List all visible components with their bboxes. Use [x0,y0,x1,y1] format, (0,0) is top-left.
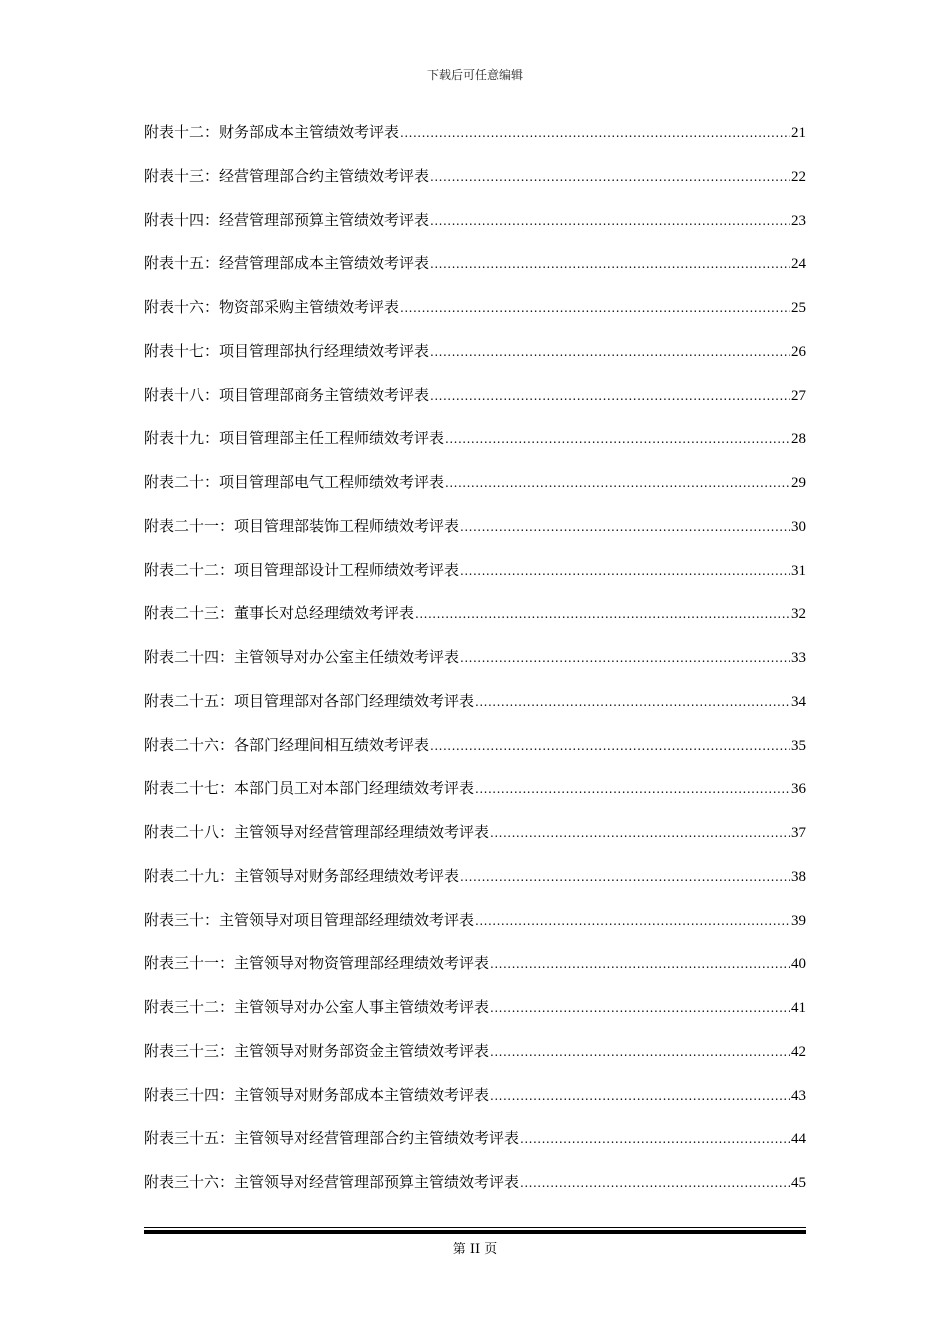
toc-leader-dots [490,994,790,1022]
toc-leader-dots [445,425,790,453]
toc-entry-page: 45 [791,1175,806,1191]
footer-divider-thin [144,1227,806,1228]
toc-entry-label: 附表三十四：主管领导对财务部成本主管绩效考评表 [144,1085,490,1104]
toc-entry-page: 40 [791,956,806,973]
toc-entry-label: 附表二十一：项目管理部装饰工程师绩效考评表 [144,516,460,535]
toc-leader-dots [430,338,790,366]
toc-leader-dots [400,294,790,322]
toc-entry-page: 37 [791,825,806,841]
toc-leader-dots [460,513,790,541]
toc-entry-label: 附表十四：经营管理部预算主管绩效考评表 [144,210,430,229]
toc-leader-dots [475,688,790,716]
toc-leader-dots [460,557,790,585]
toc-entry-label: 附表二十二：项目管理部设计工程师绩效考评表 [144,560,460,579]
toc-entry[interactable] [144,1081,806,1125]
toc-leader-dots [490,950,790,978]
toc-leader-dots [475,775,790,803]
toc-entry-label: 附表二十四：主管领导对办公室主任绩效考评表 [144,648,460,666]
toc-entry[interactable] [144,381,806,425]
toc-leader-dots [520,1125,790,1153]
toc-leader-dots [430,732,790,760]
toc-entry[interactable] [144,162,806,206]
toc-entry-page: 44 [791,1131,806,1148]
toc-leader-dots [445,469,790,497]
toc-leader-dots [460,863,790,891]
toc-entry[interactable] [144,206,806,250]
toc-entry-label: 附表二十：项目管理部电气工程师绩效考评表 [144,473,445,491]
toc-leader-dots [415,600,790,628]
toc-entry-page: 23 [791,212,806,229]
toc-entry-label: 附表二十七：本部门员工对本部门经理绩效考评表 [144,779,475,798]
toc-entry-label: 附表十九：项目管理部主任工程师绩效考评表 [144,429,445,448]
toc-entry-page: 36 [791,781,806,798]
toc-leader-dots [460,644,790,672]
toc-entry[interactable] [144,906,806,950]
toc-entry-label: 附表十二：财务部成本主管绩效考评表 [144,123,400,141]
toc-entry-page: 32 [791,606,806,623]
toc-entry[interactable] [144,818,806,862]
toc-entry-label: 附表十三：经营管理部合约主管绩效考评表 [144,166,430,185]
page-number: 第 II 页 [452,1242,498,1257]
toc-entry-page: 35 [791,737,806,754]
toc-entry-page: 39 [791,912,806,929]
toc-entry-label: 附表三十六：主管领导对经营管理部预算主管绩效考评表 [144,1173,520,1191]
toc-entry-label: 附表二十八：主管领导对经营管理部经理绩效考评表 [144,823,490,841]
toc-entry-label: 附表三十：主管领导对项目管理部经理绩效考评表 [144,910,475,929]
toc-entry[interactable] [144,599,806,643]
toc-entry-page: 25 [791,300,806,316]
toc-entry-page: 24 [791,256,806,273]
toc-leader-dots [490,1038,790,1066]
toc-entry-label: 附表十七：项目管理部执行经理绩效考评表 [144,341,430,360]
toc-entry-page: 42 [791,1043,806,1060]
toc-entry-page: 41 [791,1000,806,1016]
toc-entry[interactable] [144,731,806,775]
toc-leader-dots [475,907,790,935]
toc-leader-dots [400,119,790,147]
toc-entry-page: 29 [791,475,806,491]
table-of-contents [144,118,806,1212]
toc-entry-page: 31 [791,562,806,579]
toc-entry-page: 21 [791,125,806,141]
toc-entry-page: 26 [791,343,806,360]
toc-entry-label: 附表三十五：主管领导对经营管理部合约主管绩效考评表 [144,1129,520,1148]
toc-leader-dots [430,207,790,235]
toc-entry[interactable] [144,1124,806,1168]
header-note: 下载后可任意编辑 [426,68,523,82]
toc-entry-page: 22 [791,168,806,185]
toc-entry-label: 附表二十五：项目管理部对各部门经理绩效考评表 [144,691,475,710]
toc-entry-label: 附表三十二：主管领导对办公室人事主管绩效考评表 [144,998,490,1016]
toc-leader-dots [490,819,790,847]
toc-entry-label: 附表十八：项目管理部商务主管绩效考评表 [144,385,430,404]
toc-entry[interactable] [144,293,806,337]
toc-entry[interactable] [144,468,806,512]
toc-entry-page: 38 [791,868,806,885]
toc-entry[interactable] [144,424,806,468]
toc-entry[interactable] [144,337,806,381]
toc-entry-label: 附表二十九：主管领导对财务部经理绩效考评表 [144,866,460,885]
toc-leader-dots [430,382,790,410]
toc-entry[interactable] [144,118,806,162]
toc-leader-dots [520,1169,790,1197]
toc-entry-page: 30 [791,518,806,535]
toc-entry[interactable] [144,1037,806,1081]
toc-entry-label: 附表二十六：各部门经理间相互绩效考评表 [144,735,430,754]
footer-divider-thick [144,1230,806,1234]
toc-entry-page: 33 [791,650,806,666]
toc-leader-dots [430,250,790,278]
toc-entry[interactable] [144,1168,806,1212]
toc-entry-page: 34 [791,693,806,710]
toc-entry[interactable] [144,949,806,993]
toc-entry[interactable] [144,249,806,293]
toc-entry[interactable] [144,556,806,600]
toc-entry[interactable] [144,687,806,731]
toc-entry-label: 附表十六：物资部采购主管绩效考评表 [144,298,400,316]
toc-entry-label: 附表二十三：董事长对总经理绩效考评表 [144,604,415,623]
toc-entry[interactable] [144,643,806,687]
toc-leader-dots [430,163,790,191]
toc-leader-dots [490,1082,790,1110]
toc-entry-page: 28 [791,431,806,448]
toc-entry[interactable] [144,993,806,1037]
toc-entry-label: 附表三十一：主管领导对物资管理部经理绩效考评表 [144,954,490,973]
toc-entry-label: 附表三十三：主管领导对财务部资金主管绩效考评表 [144,1041,490,1060]
toc-entry[interactable] [144,862,806,906]
toc-entry[interactable] [144,774,806,818]
toc-entry[interactable] [144,512,806,556]
toc-entry-page: 27 [791,387,806,404]
toc-entry-page: 43 [791,1087,806,1104]
toc-entry-label: 附表十五：经营管理部成本主管绩效考评表 [144,254,430,273]
